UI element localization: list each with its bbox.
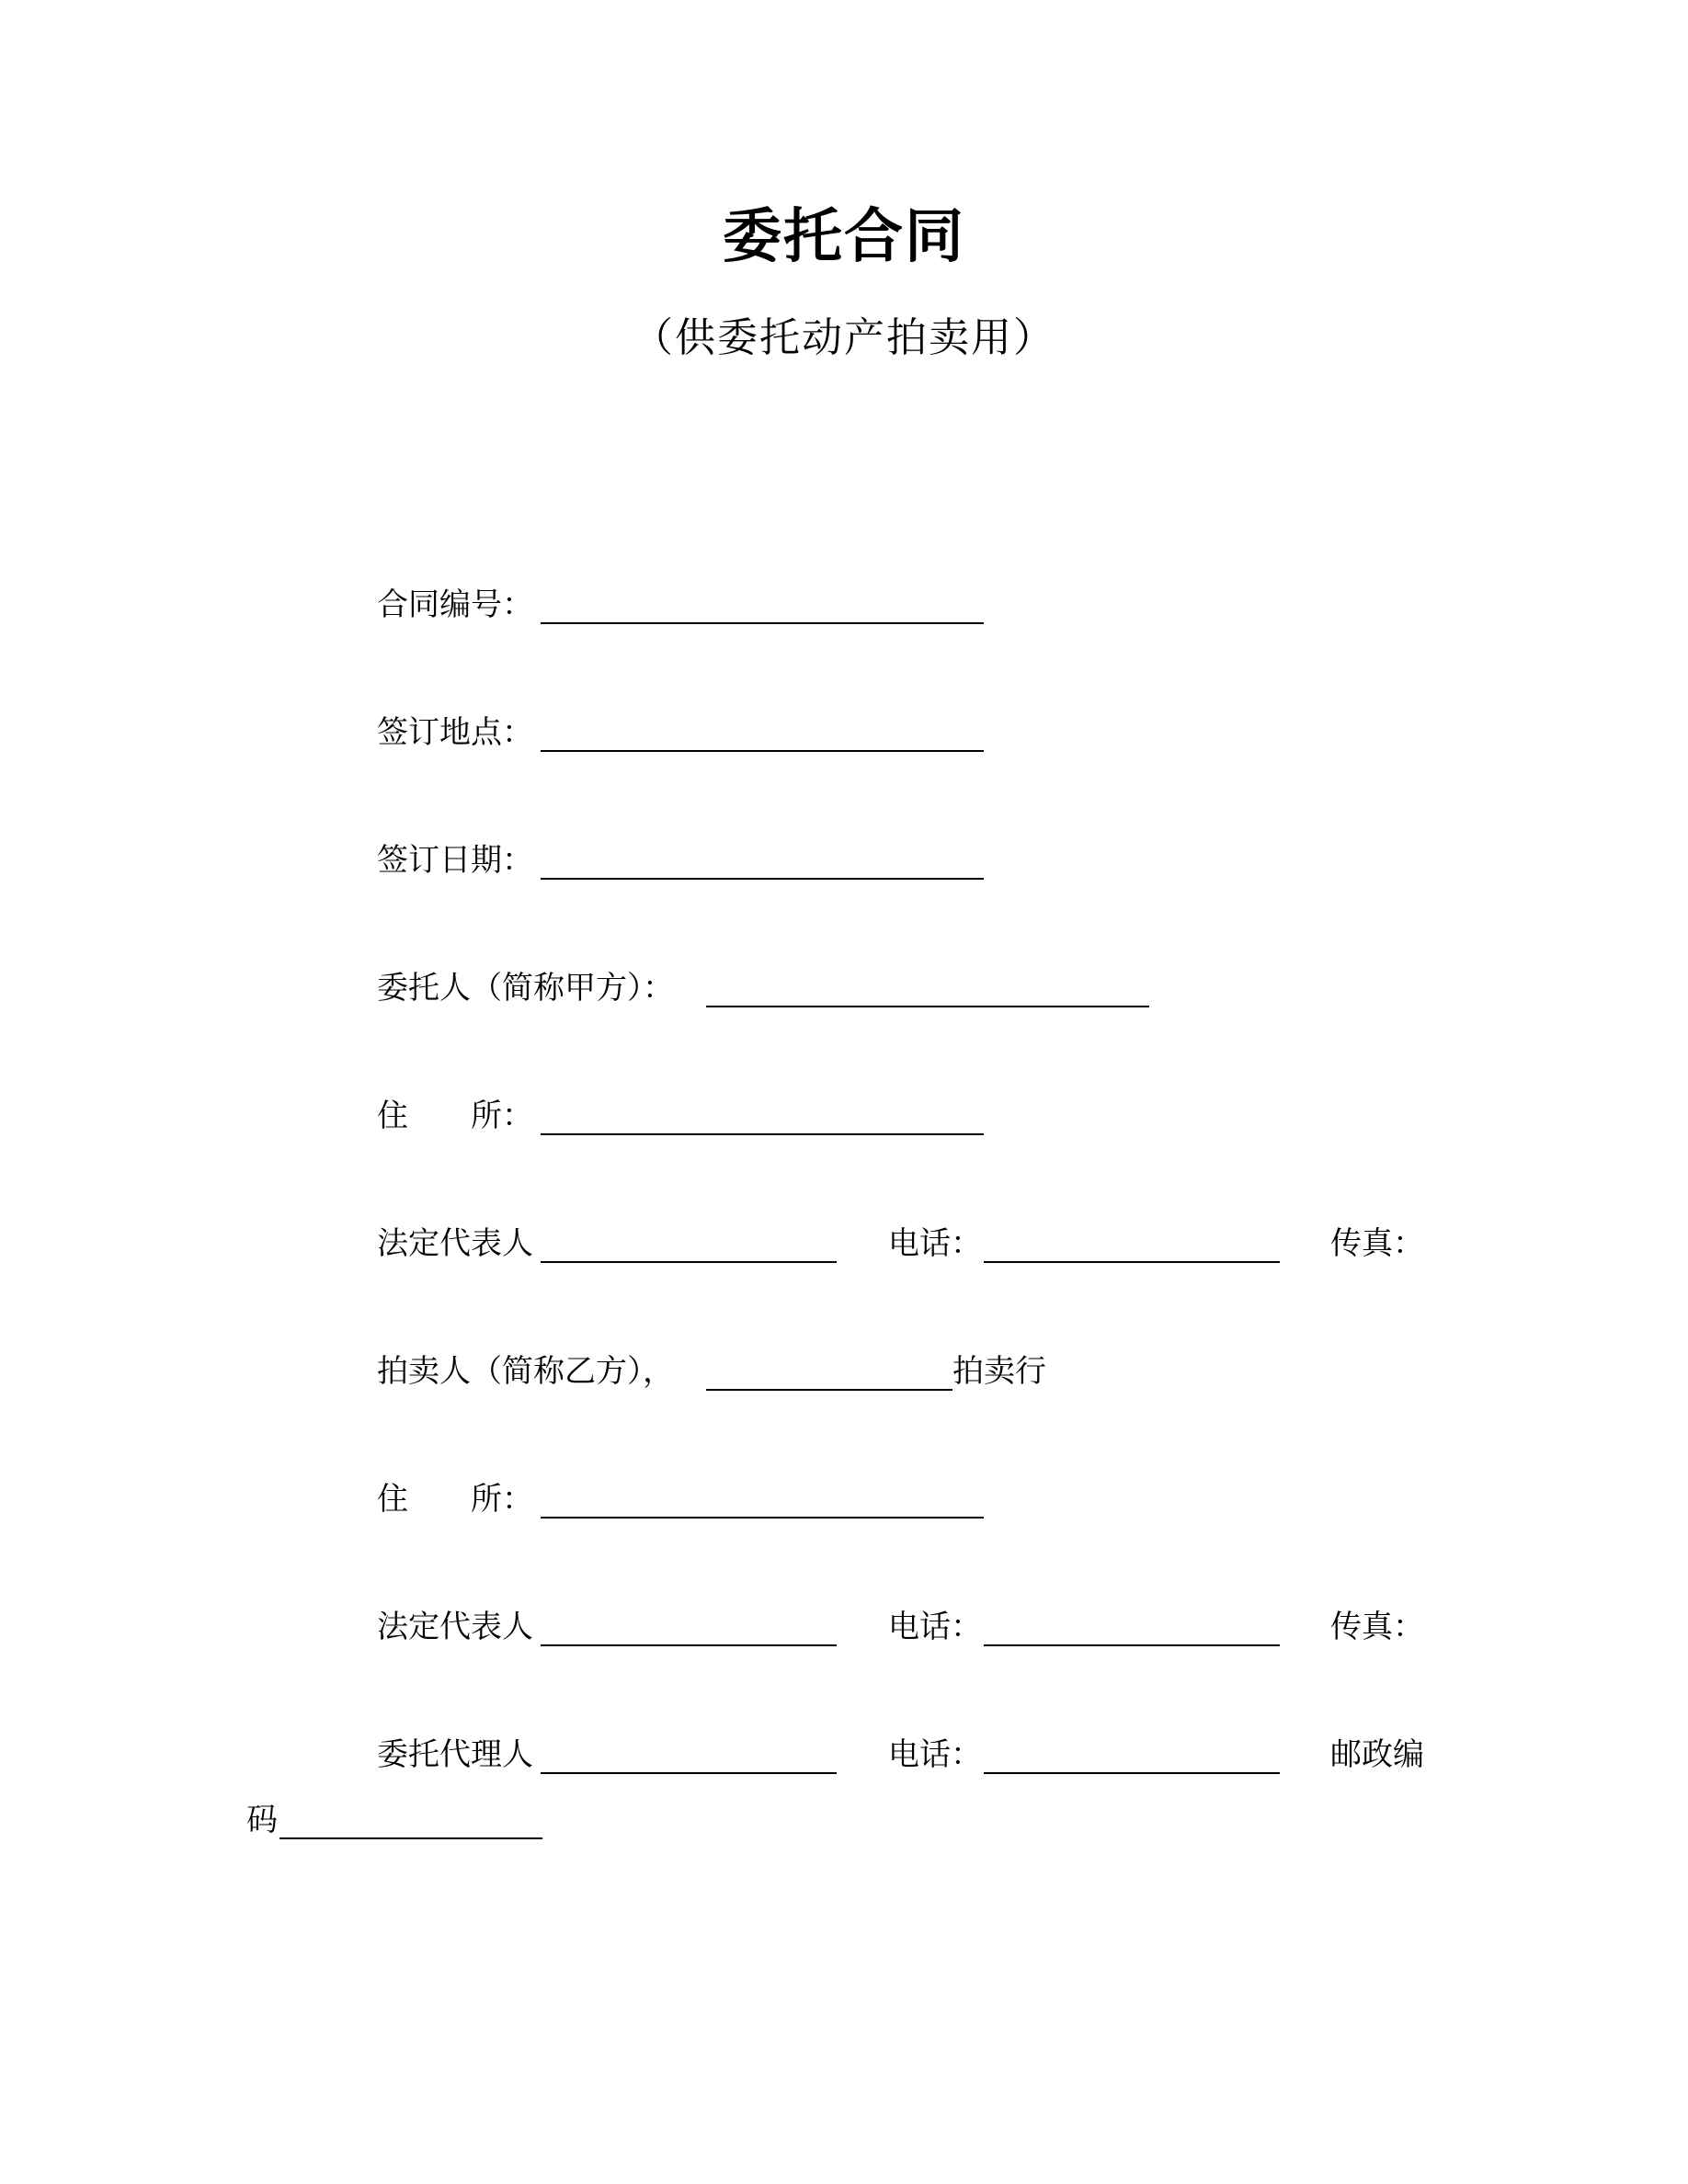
contract-number-blank[interactable] [541,622,984,624]
sign-date-row [0,837,1688,883]
legal-rep-label-1: 法定代表人 [377,1225,533,1262]
sign-place-blank[interactable] [541,750,984,752]
sign-place-row [0,710,1688,756]
postcode-row [0,1797,1688,1843]
legal-rep-row-2 [0,1604,1688,1650]
agent-label: 委托代理人 [377,1736,533,1773]
postcode-label-part2: 码 [246,1802,278,1838]
auctioneer-blank[interactable] [706,1389,952,1391]
auctioneer-label: 拍卖人（简称乙方）， [377,1353,674,1390]
phone-label-1: 电话： [888,1225,982,1262]
phone-label-2: 电话： [888,1609,982,1645]
address-blank-1[interactable] [541,1133,984,1135]
contract-number-row [0,582,1688,628]
contract-number-label: 合同编号： [377,586,533,623]
phone-blank-2[interactable] [984,1644,1280,1646]
address-row-2 [0,1476,1688,1522]
fax-label-1: 传真： [1330,1225,1424,1262]
sign-date-label: 签订日期： [377,842,533,879]
document-title: 委托合同 [723,203,965,271]
phone-blank-1[interactable] [984,1261,1280,1263]
agent-blank[interactable] [541,1772,837,1774]
phone-blank-3[interactable] [984,1772,1280,1774]
legal-rep-label-2: 法定代表人 [377,1609,533,1645]
entrustor-label: 委托人（简称甲方）： [377,970,674,1007]
agent-row [0,1732,1688,1778]
auction-house-suffix: 拍卖行 [952,1353,1046,1390]
phone-label-3: 电话： [888,1736,982,1773]
auctioneer-row [0,1348,1688,1394]
document-subtitle: （供委托动产拍卖用） [633,314,1055,361]
legal-rep-row-1 [0,1221,1688,1267]
address-label-2: 住 所： [377,1481,533,1518]
legal-rep-blank-1[interactable] [541,1261,837,1263]
entrustor-blank[interactable] [706,1006,1149,1007]
entrustor-row [0,965,1688,1011]
address-blank-2[interactable] [541,1517,984,1519]
address-label-1: 住 所： [377,1098,533,1134]
fax-label-2: 传真： [1330,1609,1424,1645]
postcode-label-part1: 邮政编 [1330,1736,1424,1773]
legal-rep-blank-2[interactable] [541,1644,837,1646]
sign-place-label: 签订地点： [377,714,533,751]
address-row-1 [0,1093,1688,1139]
postcode-blank[interactable] [279,1837,542,1839]
sign-date-blank[interactable] [541,878,984,880]
